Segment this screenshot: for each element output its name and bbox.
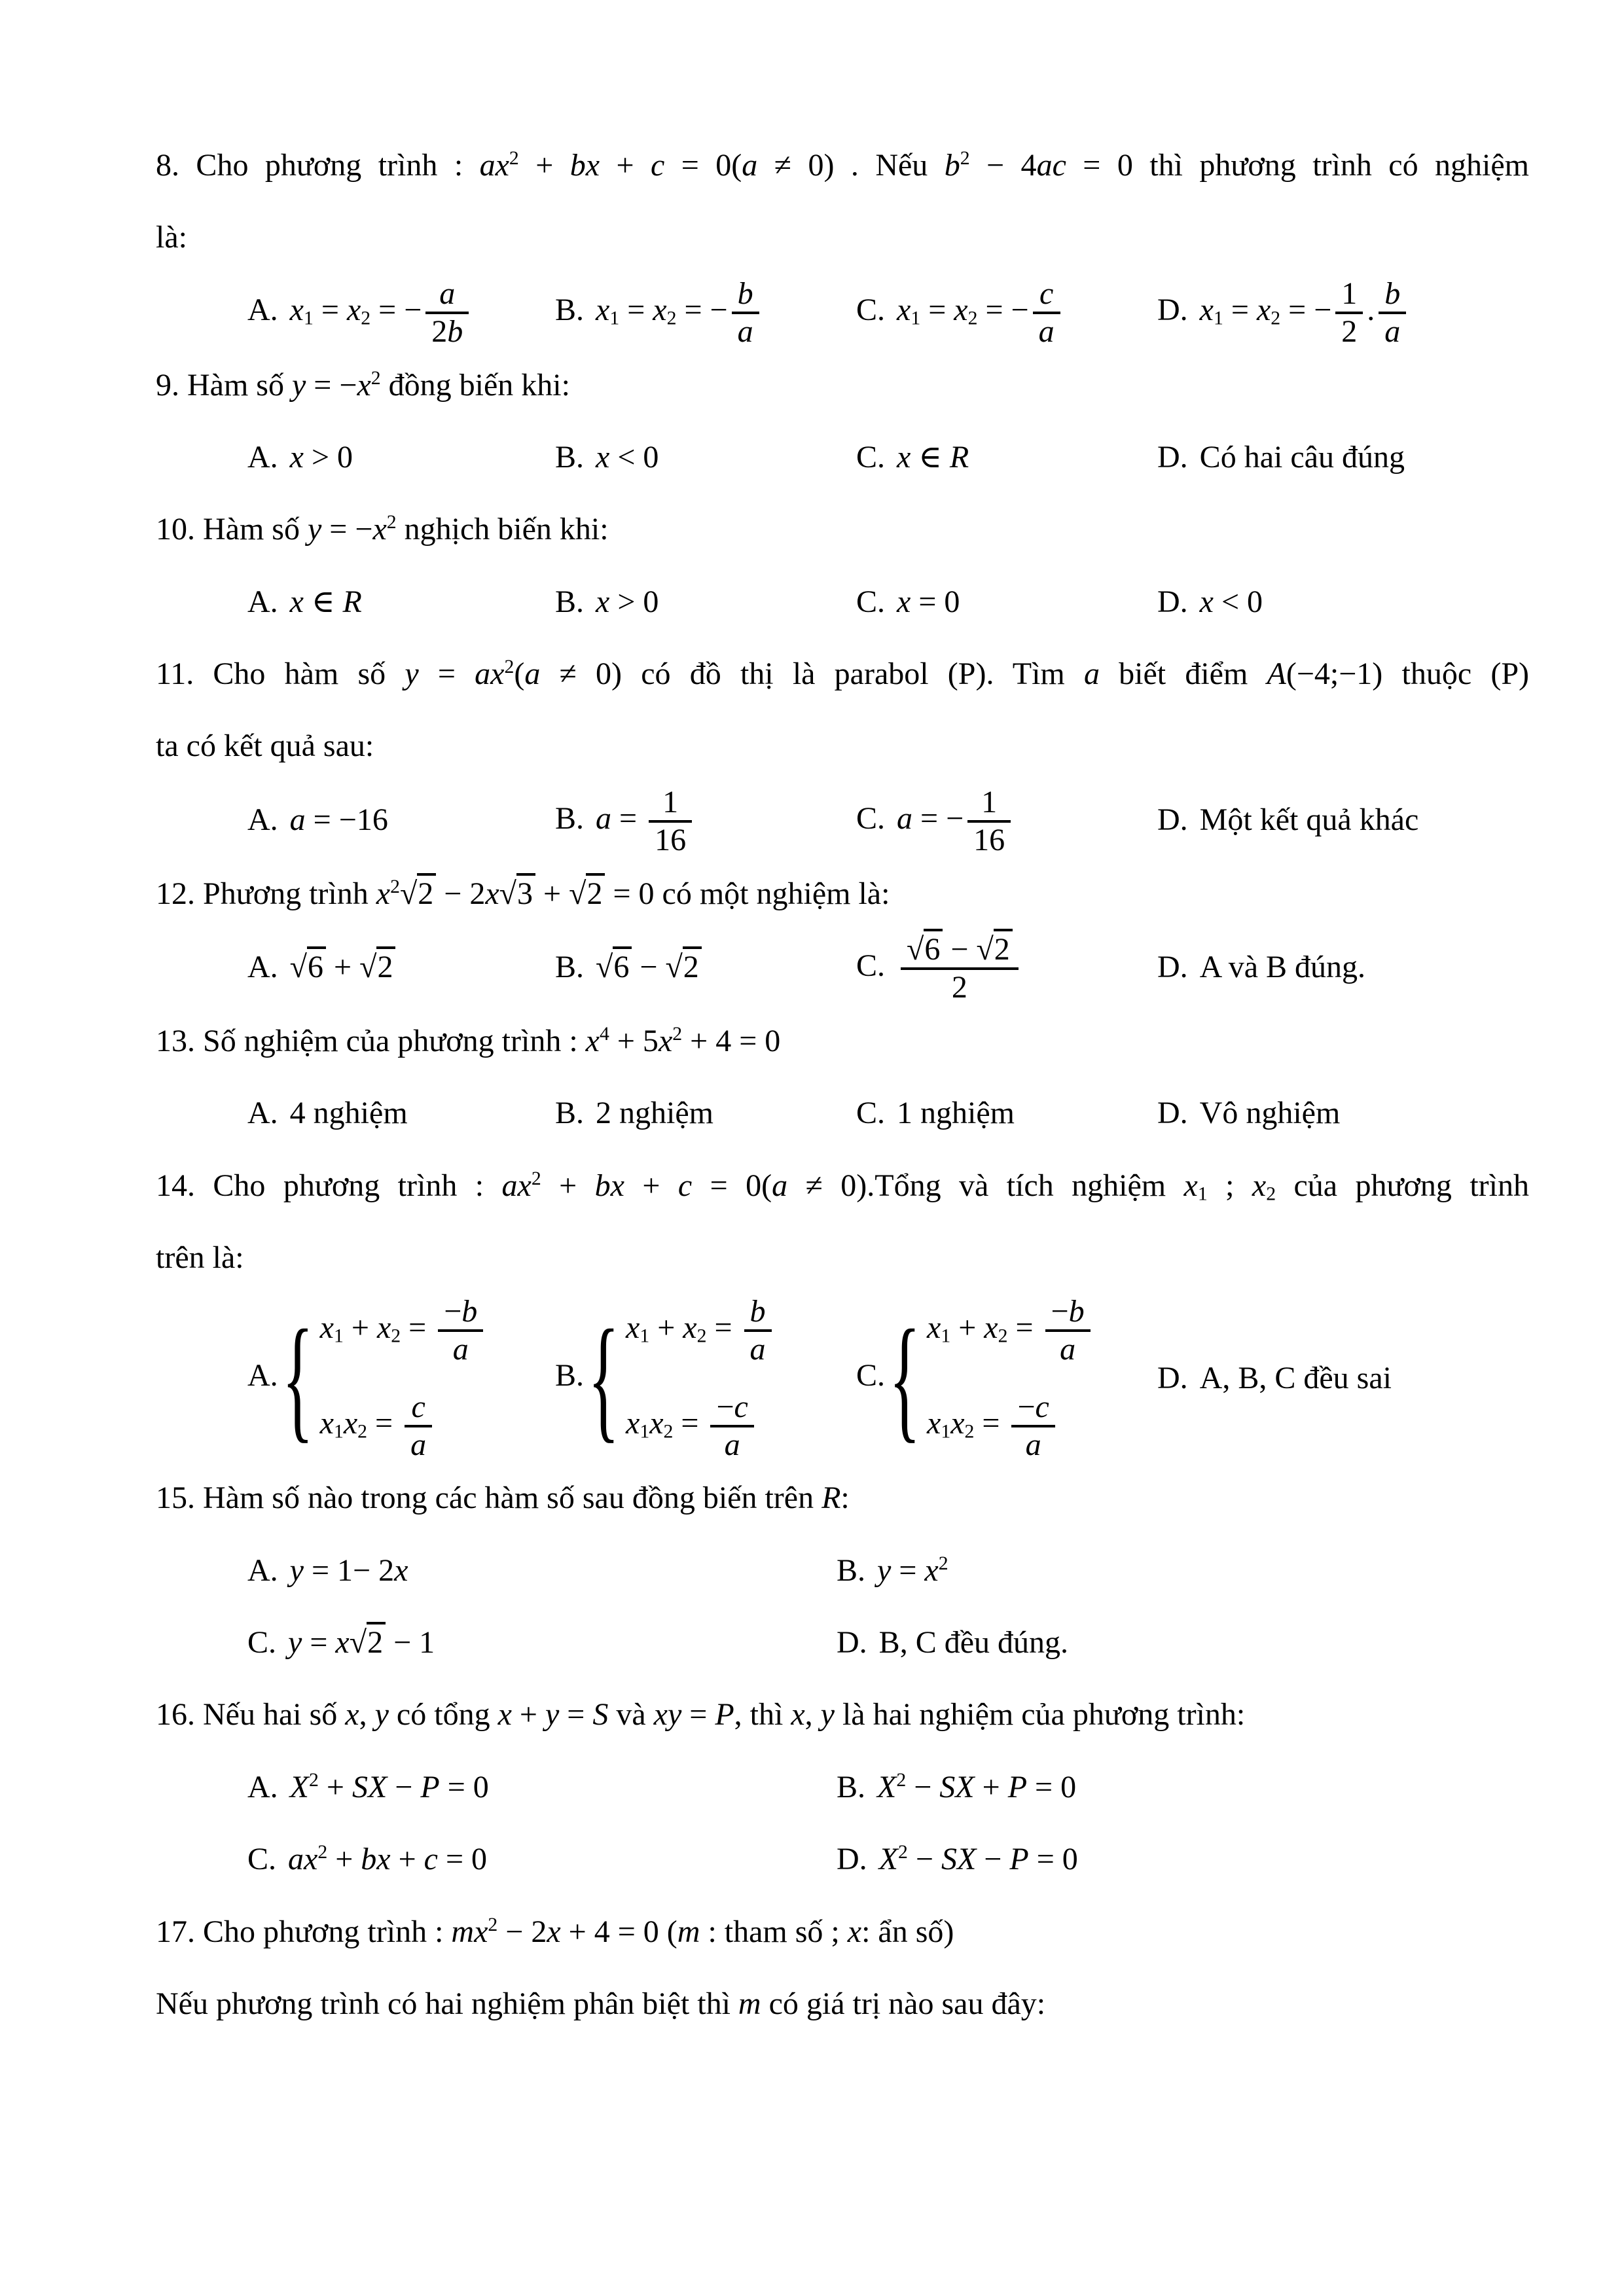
option-9-d — [1157, 422, 1529, 493]
option-label: C. — [247, 1842, 277, 1877]
option-10-b — [555, 566, 856, 638]
option-value: a = −16 — [289, 802, 388, 838]
option-label: A. — [247, 1769, 278, 1804]
option-value: Một kết quả khác — [1199, 802, 1419, 838]
option-label: B. — [555, 292, 585, 327]
question-16-options-row1 — [247, 1751, 1529, 1823]
option-12-a — [247, 931, 555, 1003]
option-16-c — [247, 1823, 837, 1895]
option-16-a — [247, 1751, 837, 1823]
option-9-a — [247, 422, 555, 493]
question-17-stem: 17. Cho phương trình : $mx^2 - 2x + 4 = 0$ (m : tham số ; x: ẩn số) — [156, 1913, 954, 1949]
option-label: A. — [247, 1552, 278, 1588]
option-label: D. — [1157, 802, 1188, 838]
option-14-d — [1157, 1342, 1529, 1414]
option-value: B, C đều đúng. — [878, 1625, 1069, 1660]
option-10-a — [247, 566, 555, 638]
option-label: C. — [856, 292, 886, 327]
option-value: 2 nghiệm — [596, 1096, 713, 1131]
question-9-options — [247, 422, 1529, 493]
option-label: A. — [247, 802, 278, 838]
option-value: x = 0 — [897, 584, 960, 619]
option-12-c — [856, 930, 1157, 1005]
option-14-b-system — [598, 1294, 776, 1462]
option-label: A. — [247, 1096, 278, 1131]
option-value: $ax^2$ + bx + c = 0 — [288, 1840, 488, 1877]
option-value: x > 0 — [289, 439, 353, 475]
option-label: C. — [856, 584, 886, 619]
question-15-stem: 15. Hàm số nào trong các hàm số sau đồng biến trên R: — [156, 1480, 850, 1516]
option-10-d — [1157, 566, 1529, 638]
option-13-b — [555, 1077, 856, 1149]
option-label: B. — [555, 439, 585, 475]
option-value: Vô nghiệm — [1199, 1096, 1341, 1131]
option-value: $x_1 = x_2$ = − $\frac{a}{2b}$ — [290, 293, 473, 327]
option-9-c — [856, 422, 1157, 493]
option-label: D. — [1157, 439, 1188, 475]
option-label: B. — [555, 800, 585, 836]
option-value: √ 6 − √ 2 — [596, 946, 702, 984]
question-8-stem-line2: là: — [156, 220, 187, 255]
option-label: B. — [837, 1769, 866, 1804]
system-equation-2: $x_1x_2$ = $\frac{-c}{a}$ — [927, 1390, 1094, 1463]
option-15-d — [837, 1607, 1529, 1679]
question-9-stem: 9. Hàm số $y = -x^2$ đồng biến khi: — [156, 367, 570, 403]
option-value: x < 0 — [1199, 584, 1263, 619]
option-label: B. — [837, 1552, 866, 1588]
question-15-options-row2 — [247, 1607, 1529, 1679]
option-11-c — [856, 783, 1157, 858]
question-16-stem: 16. Nếu hai số x, y có tổng x + y = S và xy = P, thì x, y là hai nghiệm của phương trình: — [156, 1697, 1246, 1732]
option-value: y = 1− 2x — [289, 1552, 408, 1588]
option-value: 4 nghiệm — [289, 1096, 408, 1131]
question-10-options — [247, 566, 1529, 638]
option-value: 1 nghiệm — [897, 1096, 1015, 1131]
system-equation-2: $x_1x_2$ = $\frac{c}{a}$ — [320, 1390, 488, 1463]
option-value: a = − $\frac{1}{16}$ — [897, 801, 1015, 836]
option-label: C. — [856, 1357, 886, 1393]
option-10-c — [856, 566, 1157, 638]
option-label: A. — [247, 1357, 278, 1393]
system-equation-1: { $x_1 + x_2$ = $\frac{b}{a}$ — [626, 1294, 776, 1367]
question-10-stem: 10. Hàm số $y = -x^2$ nghịch biến khi: — [156, 511, 609, 547]
option-label: A. — [247, 950, 278, 985]
question-13-stem: 13. Số nghiệm của phương trình : $x^4 + 5x^2 + 4 = 0$ — [156, 1022, 781, 1058]
question-14-options — [247, 1294, 1529, 1462]
question-12-options — [247, 930, 1529, 1005]
option-value: $x_1 = x_2$ = − $\frac{b}{a}$ — [596, 293, 763, 327]
option-12-b — [555, 931, 856, 1003]
option-value: $y = x^2$ — [877, 1552, 948, 1588]
option-value: A, B, C đều sai — [1199, 1360, 1392, 1395]
option-15-b — [837, 1535, 1529, 1607]
option-label: D. — [1157, 292, 1188, 327]
option-value: x > 0 — [596, 584, 659, 619]
question-15-options-row1 — [247, 1535, 1529, 1607]
option-value: x < 0 — [596, 439, 659, 475]
question-11-options — [247, 783, 1529, 858]
option-14-a — [247, 1294, 555, 1462]
question-14-stem-line1: 14. Cho phương trình : $ax^2$ + bx + c = 0(a ≠ 0).Tổng và tích nghiệm $x_1$ ; $x_2$ của phương trình — [156, 1167, 1530, 1205]
option-14-c-system — [899, 1294, 1094, 1462]
system-equation-1: { $x_1 + x_2$ = $\frac{-b}{a}$ — [927, 1294, 1094, 1367]
option-value: A và B đúng. — [1199, 950, 1366, 985]
option-label: C. — [856, 800, 886, 836]
question-12-stem: 12. Phương trình $x^2$ √ 2 − 2x √ 3 + √ 2 = 0 có một nghiệm là: — [156, 858, 1529, 930]
question-14-stem-line2: trên là: — [156, 1240, 244, 1275]
option-14-a-system — [293, 1294, 488, 1462]
option-label: B. — [555, 1096, 585, 1131]
option-11-d — [1157, 784, 1529, 856]
option-value: √ $\frac{6 - √ 2}{2}$ — [897, 948, 1022, 983]
system-equation-2: $x_1x_2$ = $\frac{-c}{a}$ — [626, 1390, 776, 1463]
question-8-options — [247, 274, 1529, 350]
question-8-stem-line1: 8. Cho phương trình : $ax^2$ + bx + c = 0(a ≠ 0) . Nếu $b^2 - 4ac = 0$ thì phương trình có nghiệm — [156, 147, 1530, 183]
option-14-c — [856, 1294, 1157, 1462]
question-13-options — [247, 1077, 1529, 1149]
option-11-b — [555, 783, 856, 858]
option-label: A. — [247, 292, 278, 327]
option-value: $X^2$ + SX − P = 0 — [289, 1768, 489, 1804]
option-13-c — [856, 1077, 1157, 1149]
option-value: $x_1 = x_2$ = − $\frac{c}{a}$ — [897, 293, 1064, 327]
option-label: A. — [247, 584, 278, 619]
option-8-b — [555, 274, 856, 350]
option-value: Có hai câu đúng — [1199, 439, 1405, 475]
option-11-a — [247, 784, 555, 856]
option-8-a — [247, 274, 555, 350]
option-13-a — [247, 1077, 555, 1149]
option-15-c — [247, 1607, 837, 1679]
option-label: B. — [555, 584, 585, 619]
option-value: x ∈ R — [289, 584, 362, 619]
option-label: B. — [555, 1357, 585, 1393]
option-label: D. — [1157, 950, 1188, 985]
option-13-d — [1157, 1077, 1529, 1149]
option-label: A. — [247, 439, 278, 475]
option-value: a = $\frac{1}{16}$ — [596, 801, 696, 836]
option-14-b — [555, 1294, 856, 1462]
question-11-stem-line2: ta có kết quả sau: — [156, 728, 374, 764]
option-label: C. — [856, 948, 886, 983]
option-16-b — [837, 1751, 1529, 1823]
option-label: C. — [247, 1625, 277, 1660]
option-label: D. — [1157, 1360, 1188, 1395]
system-equation-1: { $x_1 + x_2$ = $\frac{-b}{a}$ — [320, 1294, 488, 1367]
question-17-stem-line2: Nếu phương trình có hai nghiệm phân biệt thì m có giá trị nào sau đây: — [156, 1986, 1046, 2022]
option-label: D. — [837, 1842, 867, 1877]
option-label: D. — [837, 1625, 867, 1660]
option-label: D. — [1157, 584, 1188, 619]
option-label: C. — [856, 439, 886, 475]
option-15-a — [247, 1535, 837, 1607]
option-label: B. — [555, 950, 585, 985]
option-8-d — [1157, 274, 1529, 350]
option-9-b — [555, 422, 856, 493]
option-value: $X^2$ − SX + P = 0 — [877, 1768, 1077, 1804]
option-8-c — [856, 274, 1157, 350]
option-value: √ 6 + √ 2 — [290, 946, 396, 984]
option-label: D. — [1157, 1096, 1188, 1131]
option-label: C. — [856, 1096, 886, 1131]
option-value: y = x √ 2 − 1 — [288, 1622, 435, 1660]
question-16-options-row2 — [247, 1823, 1529, 1895]
option-value: $x_1 = x_2$ = − $\frac{1}{2}$ . $\frac{b}{a}$ — [1200, 293, 1411, 327]
option-value: x ∈ R — [897, 439, 969, 475]
option-value: $X^2$ − SX − P = 0 — [878, 1840, 1078, 1877]
question-11-stem-line1: 11. Cho hàm số $y = ax^2(a \ne 0)$ có đồ thị là parabol (P). Tìm a biết điểm A(−4;−1) thuộc (P) — [156, 655, 1529, 692]
option-16-d — [837, 1823, 1529, 1895]
option-12-d — [1157, 931, 1529, 1003]
